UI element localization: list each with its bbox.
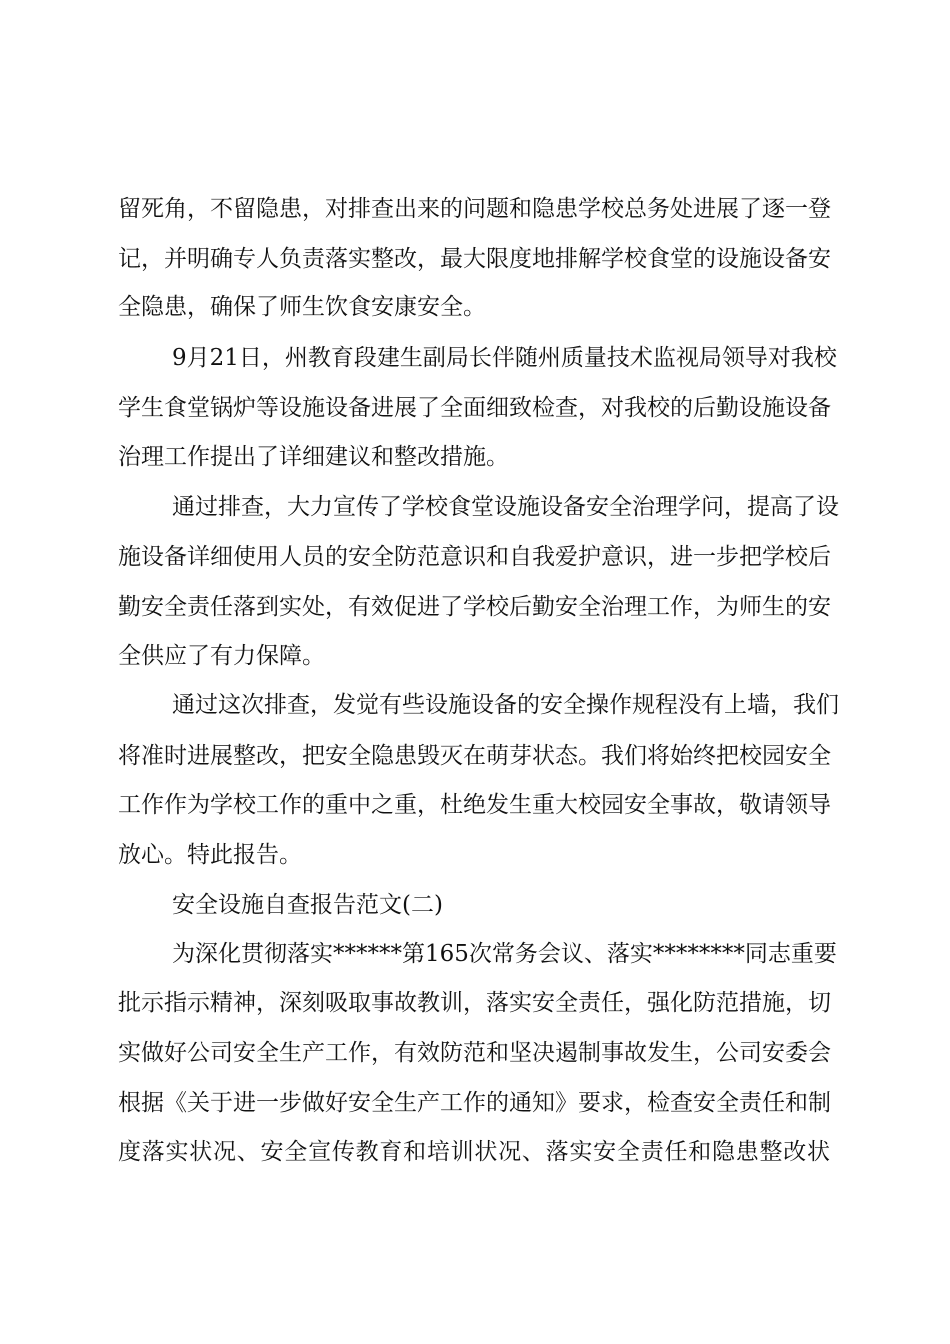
paragraph-4-line-1: 通过这次排查，发觉有些设施设备的安全操作规程没有上墙，我们 <box>172 692 839 718</box>
paragraph-3-line-1: 通过排查，大力宣传了学校食堂设施设备安全治理学问，提高了设 <box>172 494 839 520</box>
section-heading: 安全设施自查报告范文(二) <box>172 892 443 918</box>
paragraph-1-line-3: 全隐患，确保了师生饮食安康安全。 <box>118 294 486 320</box>
paragraph-1-line-2: 记，并明确专人负责落实整改，最大限度地排解学校食堂的设施设备安 <box>118 246 831 272</box>
paragraph-5-line-1: 为深化贯彻落实******第165次常务会议、落实********同志重要 <box>172 941 837 967</box>
paragraph-5-line-3: 实做好公司安全生产工作，有效防范和坚决遏制事故发生，公司安委会 <box>118 1040 831 1066</box>
paragraph-3-line-4: 全供应了有力保障。 <box>118 643 325 669</box>
paragraph-5-line-2: 批示指示精神，深刻吸取事故教训，落实安全责任，强化防范措施，切 <box>118 990 831 1016</box>
paragraph-2-line-1: 9月21日，州教育段建生副局长伴随州质量技术监视局领导对我校 <box>172 345 837 371</box>
paragraph-2-line-2: 学生食堂锅炉等设施设备进展了全面细致检查，对我校的后勤设施设备 <box>118 395 831 421</box>
paragraph-4-line-2: 将准时进展整改，把安全隐患毁灭在萌芽状态。我们将始终把校园安全 <box>118 743 831 769</box>
paragraph-3-line-2: 施设备详细使用人员的安全防范意识和自我爱护意识，进一步把学校后 <box>118 544 831 570</box>
paragraph-4-line-4: 放心。特此报告。 <box>118 842 302 868</box>
paragraph-2-line-3: 治理工作提出了详细建议和整改措施。 <box>118 444 509 470</box>
paragraph-5-line-5: 度落实状况、安全宣传教育和培训状况、落实安全责任和隐患整改状 <box>118 1139 830 1165</box>
paragraph-1-line-1: 留死角，不留隐患，对排查出来的问题和隐患学校总务处进展了逐一登 <box>118 196 831 222</box>
paragraph-4-line-3: 工作作为学校工作的重中之重，杜绝发生重大校园安全事故，敬请领导 <box>118 792 831 818</box>
paragraph-3-line-3: 勤安全责任落到实处，有效促进了学校后勤安全治理工作，为师生的安 <box>118 594 831 620</box>
paragraph-5-line-4: 根据《关于进一步做好安全生产工作的通知》要求，检查安全责任和制 <box>118 1090 831 1116</box>
